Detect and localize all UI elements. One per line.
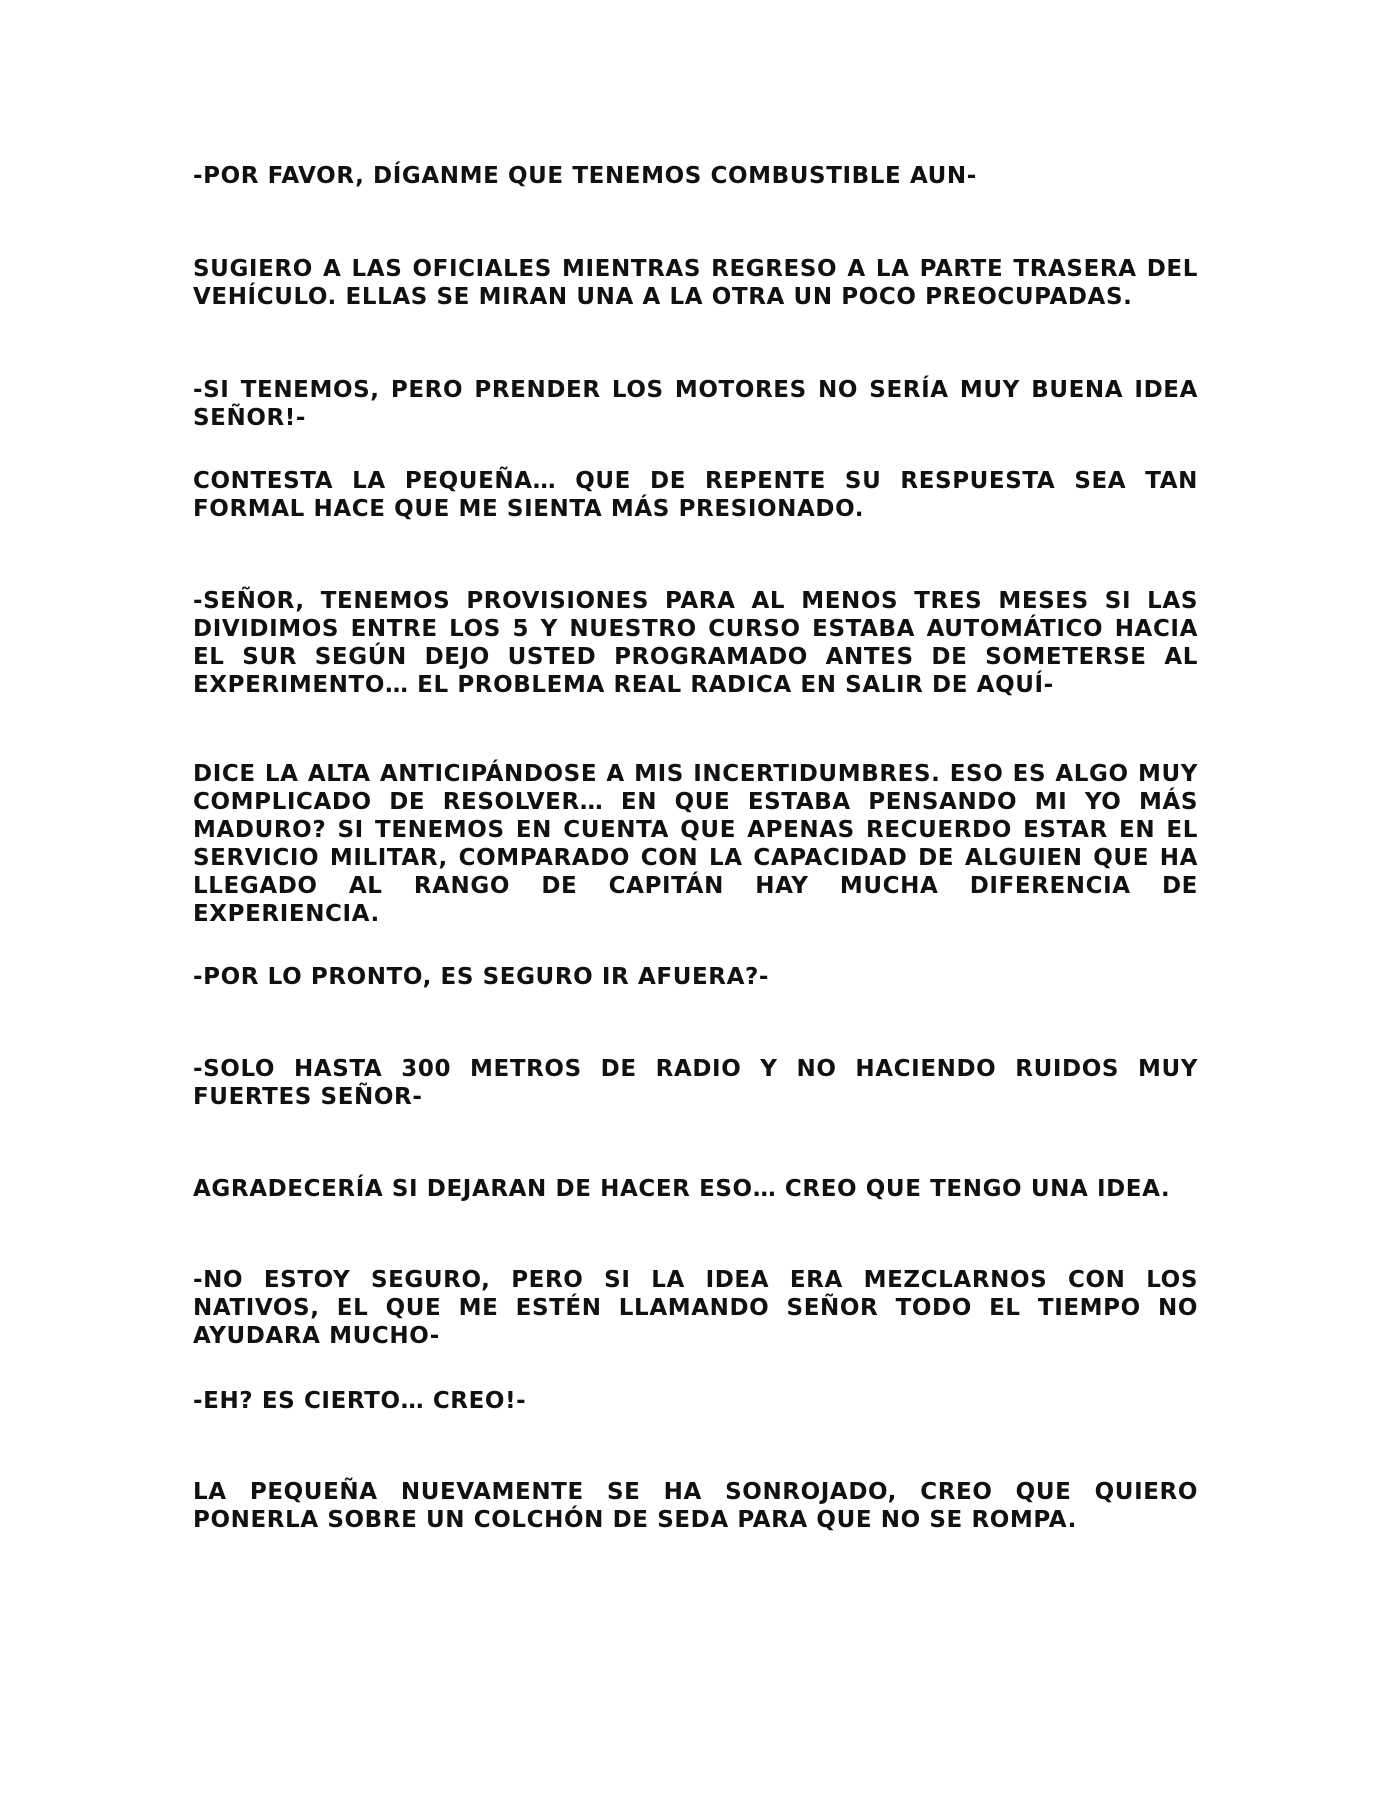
paragraph-2: SUGIERO A LAS OFICIALES MIENTRAS REGRESO A LA PARTE TRASERA DEL VEHÍCULO. ELLAS SE MIRAN UNA A LA OTRA UN POCO PREOCUPADAS.	[193, 256, 1198, 310]
paragraph-6: DICE LA ALTA ANTICIPÁNDOSE A MIS INCERTIDUMBRES. ESO ES ALGO MUY COMPLICADO DE RESOLVER… EN QUE ESTABA PENSANDO MI YO MÁS MADURO? SI TENEMOS EN CUENTA QUE APENAS RECUERDO ESTAR EN EL SERVICIO MILITAR, COMPARADO CON LA CAPACIDAD DE ALGUIEN QUE HA LLEGADO AL RANGO DE CAPITÁN HAY MUCHA DIFERENCIA DE EXPERIENCIA.	[193, 761, 1198, 927]
paragraph-7: -POR LO PRONTO, ES SEGURO IR AFUERA?-	[193, 964, 770, 990]
paragraph-1: -POR FAVOR, DÍGANME QUE TENEMOS COMBUSTIBLE AUN-	[193, 163, 977, 189]
paragraph-9: AGRADECERÍA SI DEJARAN DE HACER ESO… CREO QUE TENGO UNA IDEA.	[193, 1176, 1171, 1202]
paragraph-5: -SEÑOR, TENEMOS PROVISIONES PARA AL MENOS TRES MESES SI LAS DIVIDIMOS ENTRE LOS 5 Y NUESTRO CURSO ESTABA AUTOMÁTICO HACIA EL SUR SEGÚN DEJO USTED PROGRAMADO ANTES DE SOMETERSE AL EXPERIMENTO… EL PROBLEMA REAL RADICA EN SALIR DE AQUÍ-	[193, 588, 1198, 698]
paragraph-8: -SOLO HASTA 300 METROS DE RADIO Y NO HACIENDO RUIDOS MUY FUERTES SEÑOR-	[193, 1056, 1198, 1110]
paragraph-11: -EH? ES CIERTO… CREO!-	[193, 1388, 527, 1414]
paragraph-10: -NO ESTOY SEGURO, PERO SI LA IDEA ERA MEZCLARNOS CON LOS NATIVOS, EL QUE ME ESTÉN LLAMANDO SEÑOR TODO EL TIEMPO NO AYUDARA MUCHO-	[193, 1267, 1198, 1349]
paragraph-3: -SI TENEMOS, PERO PRENDER LOS MOTORES NO SERÍA MUY BUENA IDEA SEÑOR!-	[193, 377, 1198, 431]
paragraph-4: CONTESTA LA PEQUEÑA… QUE DE REPENTE SU RESPUESTA SEA TAN FORMAL HACE QUE ME SIENTA MÁS PRESIONADO.	[193, 468, 1198, 522]
paragraph-12: LA PEQUEÑA NUEVAMENTE SE HA SONROJADO, CREO QUE QUIERO PONERLA SOBRE UN COLCHÓN DE SEDA PARA QUE NO SE ROMPA.	[193, 1479, 1198, 1533]
